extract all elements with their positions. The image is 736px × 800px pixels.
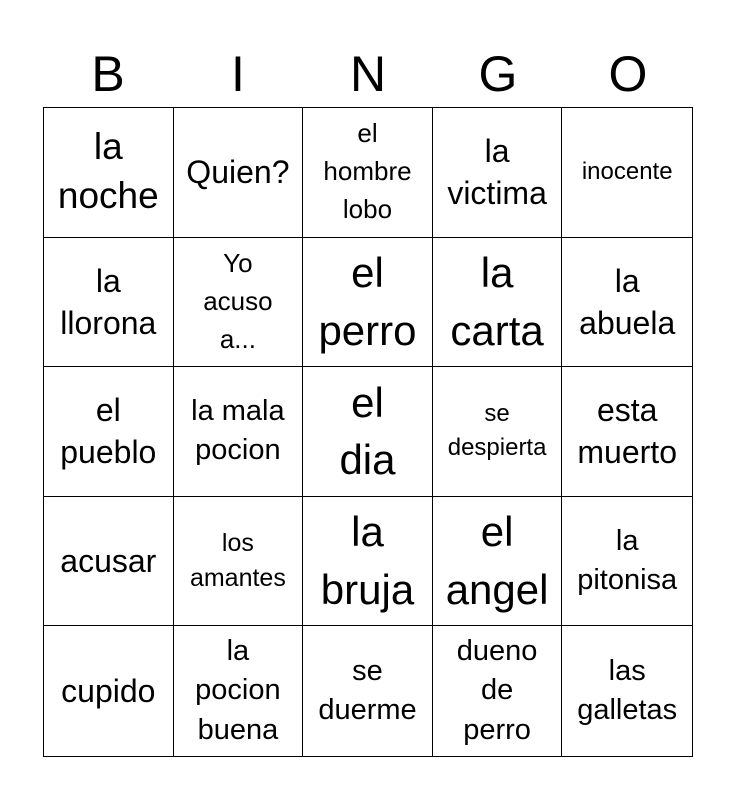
bingo-cell-label: acusar <box>60 542 157 579</box>
bingo-cell-label: la llorona <box>60 262 157 341</box>
bingo-cell[interactable] <box>562 626 692 756</box>
bingo-cell-label: dueno de perro <box>456 635 538 746</box>
bingo-cell-label: se duerme <box>318 654 417 727</box>
bingo-cell[interactable] <box>303 367 433 497</box>
bingo-cell-label: el perro <box>318 248 417 354</box>
bingo-cell-label: inocente <box>581 158 673 186</box>
bingo-cell[interactable] <box>562 367 692 497</box>
bingo-cell[interactable] <box>174 367 304 497</box>
bingo-cell[interactable] <box>433 367 563 497</box>
bingo-cell-label: esta muerto <box>577 392 677 471</box>
bingo-cell-label: el angel <box>445 508 549 614</box>
bingo-cell[interactable] <box>433 497 563 627</box>
bingo-cell[interactable] <box>44 497 174 627</box>
bingo-cell[interactable] <box>174 238 304 368</box>
header-letter-i: I <box>231 46 245 102</box>
bingo-cell[interactable] <box>44 367 174 497</box>
bingo-cell[interactable] <box>433 626 563 756</box>
bingo-cell-label: las galletas <box>577 654 678 727</box>
bingo-cell[interactable] <box>303 626 433 756</box>
bingo-cell-label: el pueblo <box>60 392 157 471</box>
bingo-cell[interactable] <box>44 108 174 238</box>
header-letter-n: N <box>349 46 387 102</box>
bingo-cell[interactable] <box>562 238 692 368</box>
bingo-cell-label: la carta <box>450 248 544 354</box>
bingo-cell[interactable] <box>562 108 692 238</box>
bingo-cell-label: el hombre lobo <box>323 118 412 225</box>
bingo-cell-label: la noche <box>57 126 159 217</box>
bingo-cell-label: la bruja <box>320 508 415 614</box>
bingo-board <box>43 107 693 757</box>
bingo-cell-label: los amantes <box>189 529 286 593</box>
bingo-cell-label: Yo acuso a... <box>203 247 273 354</box>
bingo-cell-label: la victima <box>447 133 547 212</box>
bingo-cell[interactable] <box>44 238 174 368</box>
bingo-cell-label: el dia <box>339 378 396 484</box>
bingo-cell[interactable] <box>303 108 433 238</box>
bingo-cell[interactable] <box>303 497 433 627</box>
bingo-cell[interactable] <box>44 626 174 756</box>
header-letter-o: O <box>608 46 648 102</box>
header-letter-g: G <box>478 46 518 102</box>
bingo-cell-label: la mala pocion <box>191 395 285 467</box>
bingo-cell-label: la pocion buena <box>195 635 281 746</box>
bingo-cell-label: la abuela <box>579 262 676 341</box>
bingo-header <box>43 40 693 108</box>
bingo-cell[interactable] <box>433 238 563 368</box>
header-letter-b: B <box>91 46 125 102</box>
bingo-cell-label: se despierta <box>447 400 547 462</box>
bingo-cell[interactable] <box>174 497 304 627</box>
bingo-cell-label: Quien? <box>186 154 290 191</box>
bingo-cell-label: la pitonisa <box>577 524 678 597</box>
bingo-cell-label: cupido <box>61 673 156 710</box>
bingo-cell[interactable] <box>562 497 692 627</box>
bingo-cell[interactable] <box>303 238 433 368</box>
bingo-cell[interactable] <box>174 108 304 238</box>
bingo-cell[interactable] <box>174 626 304 756</box>
bingo-cell[interactable] <box>433 108 563 238</box>
